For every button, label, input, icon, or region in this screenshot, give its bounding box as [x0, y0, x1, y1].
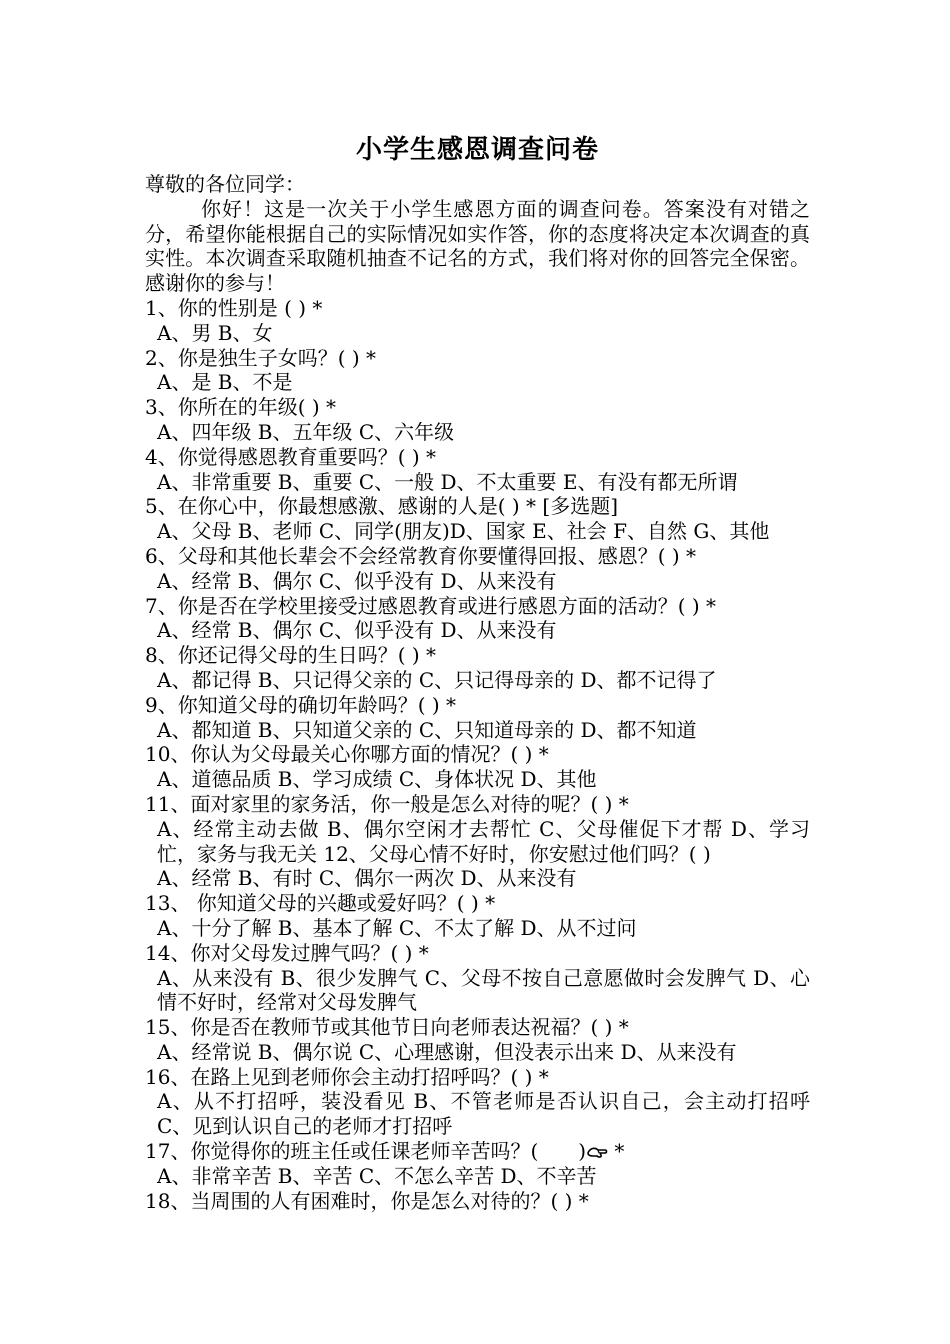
question-10: 10、你认为父母最关心你哪方面的情况？( ) * — [145, 742, 549, 767]
pointing-hand-icon — [586, 1145, 608, 1159]
question-4: 4、你觉得感恩教育重要吗？( ) * — [145, 444, 437, 469]
options-6: A、经常 B、偶尔 C、似乎没有 D、从来没有 — [157, 568, 557, 593]
question-7: 7、你是否在学校里接受过感恩教育或进行感恩方面的活动？( ) * — [145, 593, 717, 618]
question-9: 9、你知道父母的确切年龄吗？( ) * — [145, 692, 457, 717]
intro-paragraph: 你好！这是一次关于小学生感恩方面的调查问卷。答案没有对错之分，希望你能根据自己的实际情况如实作答，你的态度将决定本次调查的真实性。本次调查采取随机抽查不记名的方式，我们将对你的回答完全保密。感谢你的参与！ — [145, 196, 810, 296]
greeting: 尊敬的各位同学： — [145, 172, 305, 196]
question-1: 1、你的性别是 ( ) * — [145, 295, 323, 320]
options-13: A、十分了解 B、基本了解 C、不太了解 D、从不过问 — [157, 915, 637, 940]
question-8: 8、你还记得父母的生日吗？( ) * — [145, 643, 437, 668]
question-17-text: 17、你觉得你的班主任或任课老师辛苦吗？( ) — [145, 1139, 587, 1164]
options-5: A、父母 B、老师 C、同学(朋友)D、国家 E、社会 F、自然 G、其他 — [157, 519, 770, 544]
document-page — [145, 128, 810, 1213]
options-16: A、从不打招呼，装没看见 B、不管老师是否认识自己，会主动打招呼 C、见到认识自己的老师才打招呼 — [157, 1089, 810, 1139]
options-12: A、经常 B、有时 C、偶尔一两次 D、从来没有 — [157, 866, 577, 891]
question-15: 15、你是否在教师节或其他节日向老师表达祝福？( ) * — [145, 1015, 629, 1040]
question-17-suffix: * — [608, 1139, 625, 1164]
page-title: 小学生感恩调查问卷 — [355, 135, 599, 165]
options-14: A、从来没有 B、很少发脾气 C、父母不按自己意愿做时会发脾气 D、心情不好时，经常对父母发脾气 — [157, 965, 810, 1015]
options-4: A、非常重要 B、重要 C、一般 D、不太重要 E、有没有都无所谓 — [157, 469, 738, 494]
options-9: A、都知道 B、只知道父亲的 C、只知道母亲的 D、都不知道 — [157, 717, 697, 742]
question-16: 16、在路上见到老师你会主动打招呼吗？( ) * — [145, 1064, 549, 1089]
question-17 — [145, 1139, 810, 1164]
options-1: A、男 B、女 — [157, 320, 273, 345]
question-14: 14、你对父母发过脾气吗？( ) * — [145, 940, 429, 965]
question-5: 5、在你心中，你最想感激、感谢的人是( ) * [多选题] — [145, 494, 619, 519]
options-2: A、是 B、不是 — [157, 370, 293, 395]
options-8: A、都记得 B、只记得父亲的 C、只记得母亲的 D、都不记得了 — [157, 667, 717, 692]
question-6: 6、父母和其他长辈会不会经常教育你要懂得回报、感恩？( ) * — [145, 543, 697, 568]
options-15: A、经常说 B、偶尔说 C、心理感谢，但没表示出来 D、从来没有 — [157, 1039, 737, 1064]
question-13: 13、 你知道父母的兴趣或爱好吗？( ) * — [145, 891, 496, 916]
options-10: A、道德品质 B、学习成绩 C、身体状况 D、其他 — [157, 767, 597, 792]
options-17: A、非常辛苦 B、辛苦 C、不怎么辛苦 D、不辛苦 — [157, 1163, 597, 1188]
options-11: A、经常主动去做 B、偶尔空闲才去帮忙 C、父母催促下才帮 D、学习忙，家务与我无关 12、父母心情不好时，你安慰过他们吗？( ) — [157, 816, 810, 866]
question-11: 11、面对家里的家务活，你一般是怎么对待的呢？( ) * — [145, 791, 629, 816]
question-18: 18、当周围的人有困难时，你是怎么对待的？( ) * — [145, 1188, 589, 1213]
question-2: 2、你是独生子女吗？( ) * — [145, 345, 377, 370]
options-7: A、经常 B、偶尔 C、似乎没有 D、从来没有 — [157, 618, 557, 643]
question-3: 3、你所在的年级( ) * — [145, 395, 337, 420]
options-3: A、四年级 B、五年级 C、六年级 — [157, 419, 455, 444]
